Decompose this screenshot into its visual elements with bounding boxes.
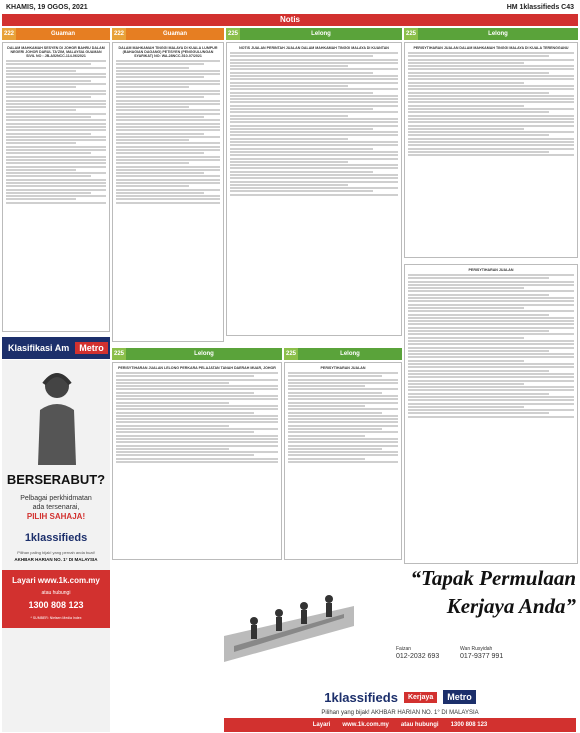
person-silhouette-icon — [32, 370, 82, 465]
notice-title: PERISYTIHARAN JUALAN — [468, 268, 514, 272]
contact-1 — [396, 646, 439, 660]
source-note: * SUMBER: Nielsen Media Index — [30, 616, 82, 620]
tapak-tagline: Pilihan yang bijak! AKHBAR HARIAN NO. 1° DI MALAYSIA — [321, 710, 479, 716]
column-lelong-5 — [284, 348, 402, 562]
column-header — [112, 348, 282, 360]
berserabut-subtitle — [2, 494, 110, 512]
column-lelong-2 — [404, 28, 578, 260]
column-category: Lelong — [418, 28, 578, 40]
atau-hubungi: atau hubungi — [41, 590, 71, 596]
column-number: 225 — [284, 348, 298, 360]
contact-footer — [2, 570, 110, 628]
klassifieds-logo: 1klassifieds — [324, 689, 398, 705]
klassifieds-tagline: Pilihan paling bijak! yang pernah anda buat! — [17, 550, 95, 555]
column-number: 225 — [404, 28, 418, 40]
tapak-permulaan-ad — [224, 566, 576, 732]
legal-notice — [226, 42, 402, 336]
header-page: HM 1klassifieds C43 — [506, 3, 574, 11]
column-header — [2, 28, 110, 40]
klasifikasi-label: Klasifikasi Am — [8, 343, 70, 353]
contact-2 — [460, 646, 503, 660]
contact-name: Wan Rusyidah — [460, 646, 493, 652]
akhbar-tagline: AKHBAR HARIAN NO. 1° DI MALAYSIA — [14, 557, 98, 562]
layari-label: Layari — [12, 576, 36, 585]
column-number: 222 — [2, 28, 16, 40]
tapak-footer — [224, 718, 576, 732]
berserabut-title: BERSERABUT? — [6, 472, 106, 487]
website-link[interactable]: www.1k.com.my — [37, 576, 100, 585]
column-header — [226, 28, 402, 40]
notis-banner: Notis — [2, 14, 578, 26]
page-header — [0, 0, 580, 14]
legal-notice — [112, 42, 224, 342]
contact-phone[interactable]: 017-9377 991 — [460, 653, 504, 660]
notice-title: PERISYTIHARAN JUALAN — [320, 366, 366, 370]
column-category: Lelong — [126, 348, 282, 360]
tapak-title-line-1: “Tapak Permulaan — [410, 566, 576, 590]
column-guaman-1 — [2, 28, 110, 334]
notice-title: PERISYTIHARAN JUALAN LELONG PERKARA PELAJATAN TANAH DAERAH MUAR, JOHOR — [118, 366, 276, 370]
contact-phone[interactable]: 012-2032 693 — [396, 653, 440, 660]
notice-title: DALAM MAHKAMAH TINGGI MALAYA DI KUALA LUMPUR (BAHAGIAN DAGANG) PETISYEN (PENGGULUNGAN SYARIKAT) NO: WA-28NCC-510-07/2021 — [118, 46, 218, 58]
notice-title: DALAM MAHKAMAH SESYEN DI JOHOR BAHRU DALAM NEGERI JOHOR DARUL TA'ZIM, MALAYSIA GUAMAN SIVIL NO : JB-A52NCC-114-06/2021 — [7, 46, 105, 58]
column-category: Guaman — [16, 28, 110, 40]
legal-notice — [2, 42, 110, 332]
kerjaya-logo: Kerjaya — [404, 692, 437, 703]
column-category: Guaman — [126, 28, 224, 40]
column-number: 222 — [112, 28, 126, 40]
column-header — [112, 28, 224, 40]
column-lelong-4 — [112, 348, 282, 562]
legal-notice — [404, 264, 578, 564]
contact-name: Faizan — [396, 646, 412, 652]
header-date: KHAMIS, 19 OGOS, 2021 — [6, 3, 88, 11]
column-lelong-3 — [404, 262, 578, 562]
phone-number[interactable]: 1300 808 123 — [28, 600, 84, 610]
layari-label: Layari — [312, 722, 331, 728]
subtitle-line-2: ada tersenarai, — [32, 504, 80, 511]
notice-title: NOTIS JUALAN PERINTAH JUALAN DALAM MAHKAMAH TINGGI MALAYA DI KUANTAN — [239, 46, 389, 50]
legal-notice — [284, 362, 402, 560]
legal-notice — [112, 362, 282, 560]
legal-notice — [404, 42, 578, 258]
metro-brand: Metro — [75, 342, 108, 354]
metro-logo: Metro — [443, 690, 476, 704]
phone-number[interactable]: 1300 808 123 — [450, 722, 488, 728]
berserabut-ad — [2, 360, 110, 732]
column-lelong-1 — [226, 28, 402, 340]
tapak-title-line-2: Kerjaya Anda” — [446, 594, 576, 618]
subtitle-line-1: Pelbagai perkhidmatan — [20, 495, 92, 502]
column-category: Lelong — [298, 348, 402, 360]
klassifieds-logo: 1klassifieds — [24, 532, 88, 544]
column-number: 225 — [226, 28, 240, 40]
website-link[interactable]: www.1k.com.my — [342, 722, 389, 728]
column-header — [284, 348, 402, 360]
notice-title: PERISYTIHARAN JUALAN DALAM MAHKAMAH TINGGI MALAYA DI KUALA TERENGGANU — [413, 46, 569, 50]
atau-hubungi: atau hubungi — [400, 722, 439, 728]
brand-logos — [224, 686, 576, 708]
column-header — [404, 28, 578, 40]
column-category: Lelong — [240, 28, 402, 40]
column-guaman-2 — [112, 28, 224, 346]
pilih-sahaja: PILIH SAHAJA! — [26, 512, 86, 521]
klasifikasi-banner — [2, 337, 110, 359]
column-number: 225 — [112, 348, 126, 360]
